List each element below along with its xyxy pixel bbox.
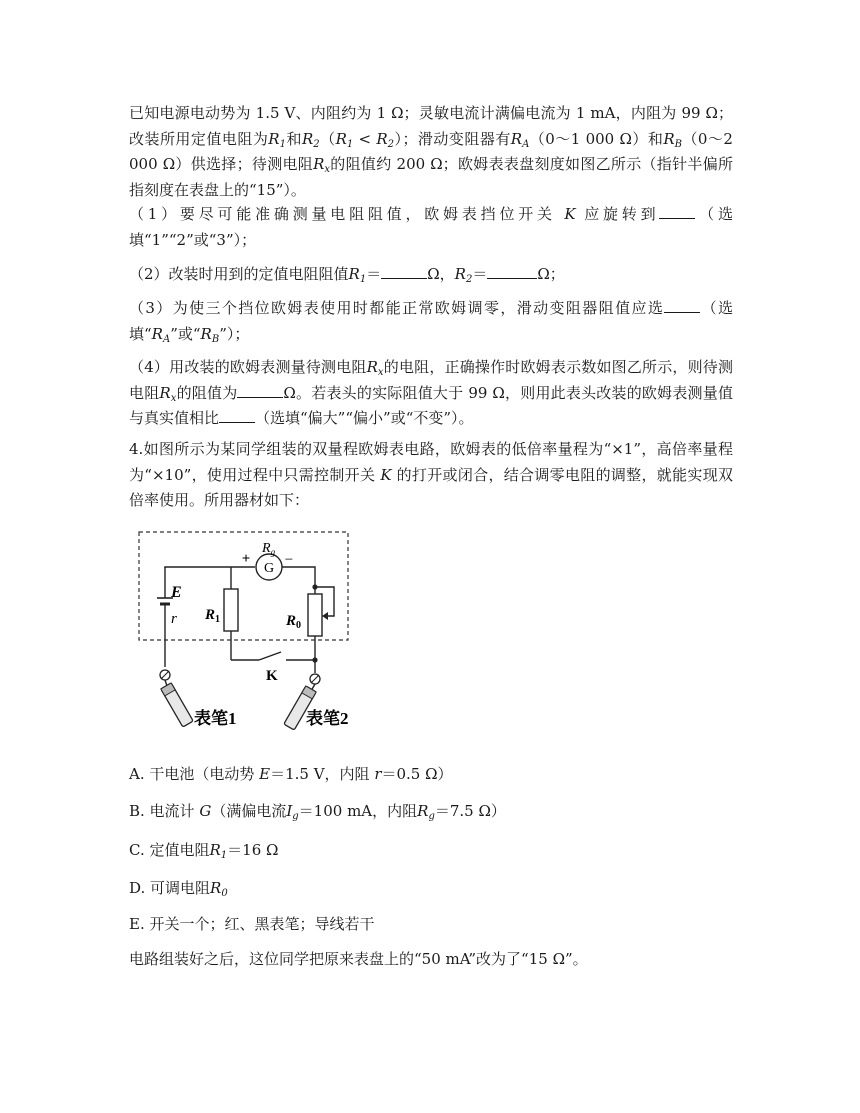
answer-blank[interactable] [664, 298, 700, 313]
answer-blank[interactable] [659, 204, 695, 219]
resistor-r1 [224, 589, 238, 631]
wiper-arrow [322, 612, 328, 620]
question-4: （4）用改装的欧姆表测量待测电阻$R_x$的电阻，正确操作时欧姆表示数如图乙所示，则待测电阻$R_x$的阻值为 Ω。若表头的实际阻值大于 99 Ω，则用此表头改装的欧姆表测量值与真实值相比 （选填“偏大”“偏小”或“不变”）。 [129, 358, 733, 427]
resistor-r1-label: $R_1$ [205, 607, 221, 625]
circuit-diagram [128, 525, 358, 730]
question-2: （2）改装时用到的定值电阻阻值$R_1= \Omega$，$R_2= \Omega$； [129, 265, 565, 285]
battery-emf-label: E [171, 584, 182, 601]
probe-1[interactable] [161, 683, 193, 727]
item-b: B. 电流计 G（满偏电流$I_g=100$ mA，内阻$R_g=7.5$ Ω） [129, 802, 506, 822]
galvanometer-minus: − [284, 552, 294, 568]
battery-internal-resistance-label: r [171, 611, 177, 627]
galvanometer-label: G [263, 561, 275, 576]
wire [165, 567, 255, 568]
resistor-r0-label: $R_0$ [286, 613, 302, 631]
item-c: C. 定值电阻$R_1=16$ Ω [129, 841, 279, 861]
intro-paragraph: 已知电源电动势为 1.5 V、内阻约为 1 Ω；灵敏电流计满偏电流为 1 mA，内阻为 99 Ω；改装所用定值电阻为$R_1$和$R_2(R_1 < R_2)$；滑动变阻器有$R_A(0\sim 1$ 000 Ω）和$R_B(0\sim 2$ 000 Ω）供选择；待测电阻$R_x$的阻值约 200 Ω；欧姆表表盘刻度如图乙所示（指针半偏所指刻度在表盘上的“15”）。 [129, 104, 733, 199]
question-3: （3）为使三个挡位欧姆表使用时都能正常欧姆调零，滑动变阻器阻值应选 （选填“$R_A$”或“$R_B$”）； [129, 299, 733, 345]
problem-4-intro: 4.如图所示为某同学组装的双量程欧姆表电路，欧姆表的低倍率量程为“×1”，高倍率量程为“×10”，使用过程中只需控制开关 K 的打开或闭合，结合调零电阻的调整，就能实现双倍率使用。所用器材如下： [129, 440, 733, 509]
probe-2-label: 表笔2 [306, 709, 349, 728]
wire [282, 567, 315, 587]
answer-blank[interactable] [381, 264, 427, 279]
junction-dot [312, 657, 317, 662]
item-e: E. 开关一个；红、黑表笔；导线若干 [129, 915, 375, 933]
question-1: （1）要尽可能准确测量电阻阻值，欧姆表挡位开关 K 应旋转到 （选填“1”“2”或“3”）； [129, 205, 733, 249]
answer-blank[interactable] [219, 408, 255, 423]
probe-1-label: 表笔1 [194, 709, 237, 728]
galvanometer-plus: + [241, 551, 251, 567]
switch-k-label: K [266, 668, 278, 684]
item-d: D. 可调电阻$R_0$ [129, 879, 228, 899]
galvanometer-resistance-label: $R_g$ [262, 541, 276, 557]
switch-k-blade [259, 652, 281, 660]
resistor-r0 [308, 594, 322, 636]
final-paragraph: 电路组装好之后，这位同学把原来表盘上的“50 mA”改为了“15 Ω”。 [129, 950, 588, 968]
item-a: A. 干电池（电动势 E＝1.5 V，内阻 r＝0.5 Ω） [129, 765, 453, 783]
answer-blank[interactable] [487, 264, 537, 279]
answer-blank[interactable] [237, 383, 283, 398]
